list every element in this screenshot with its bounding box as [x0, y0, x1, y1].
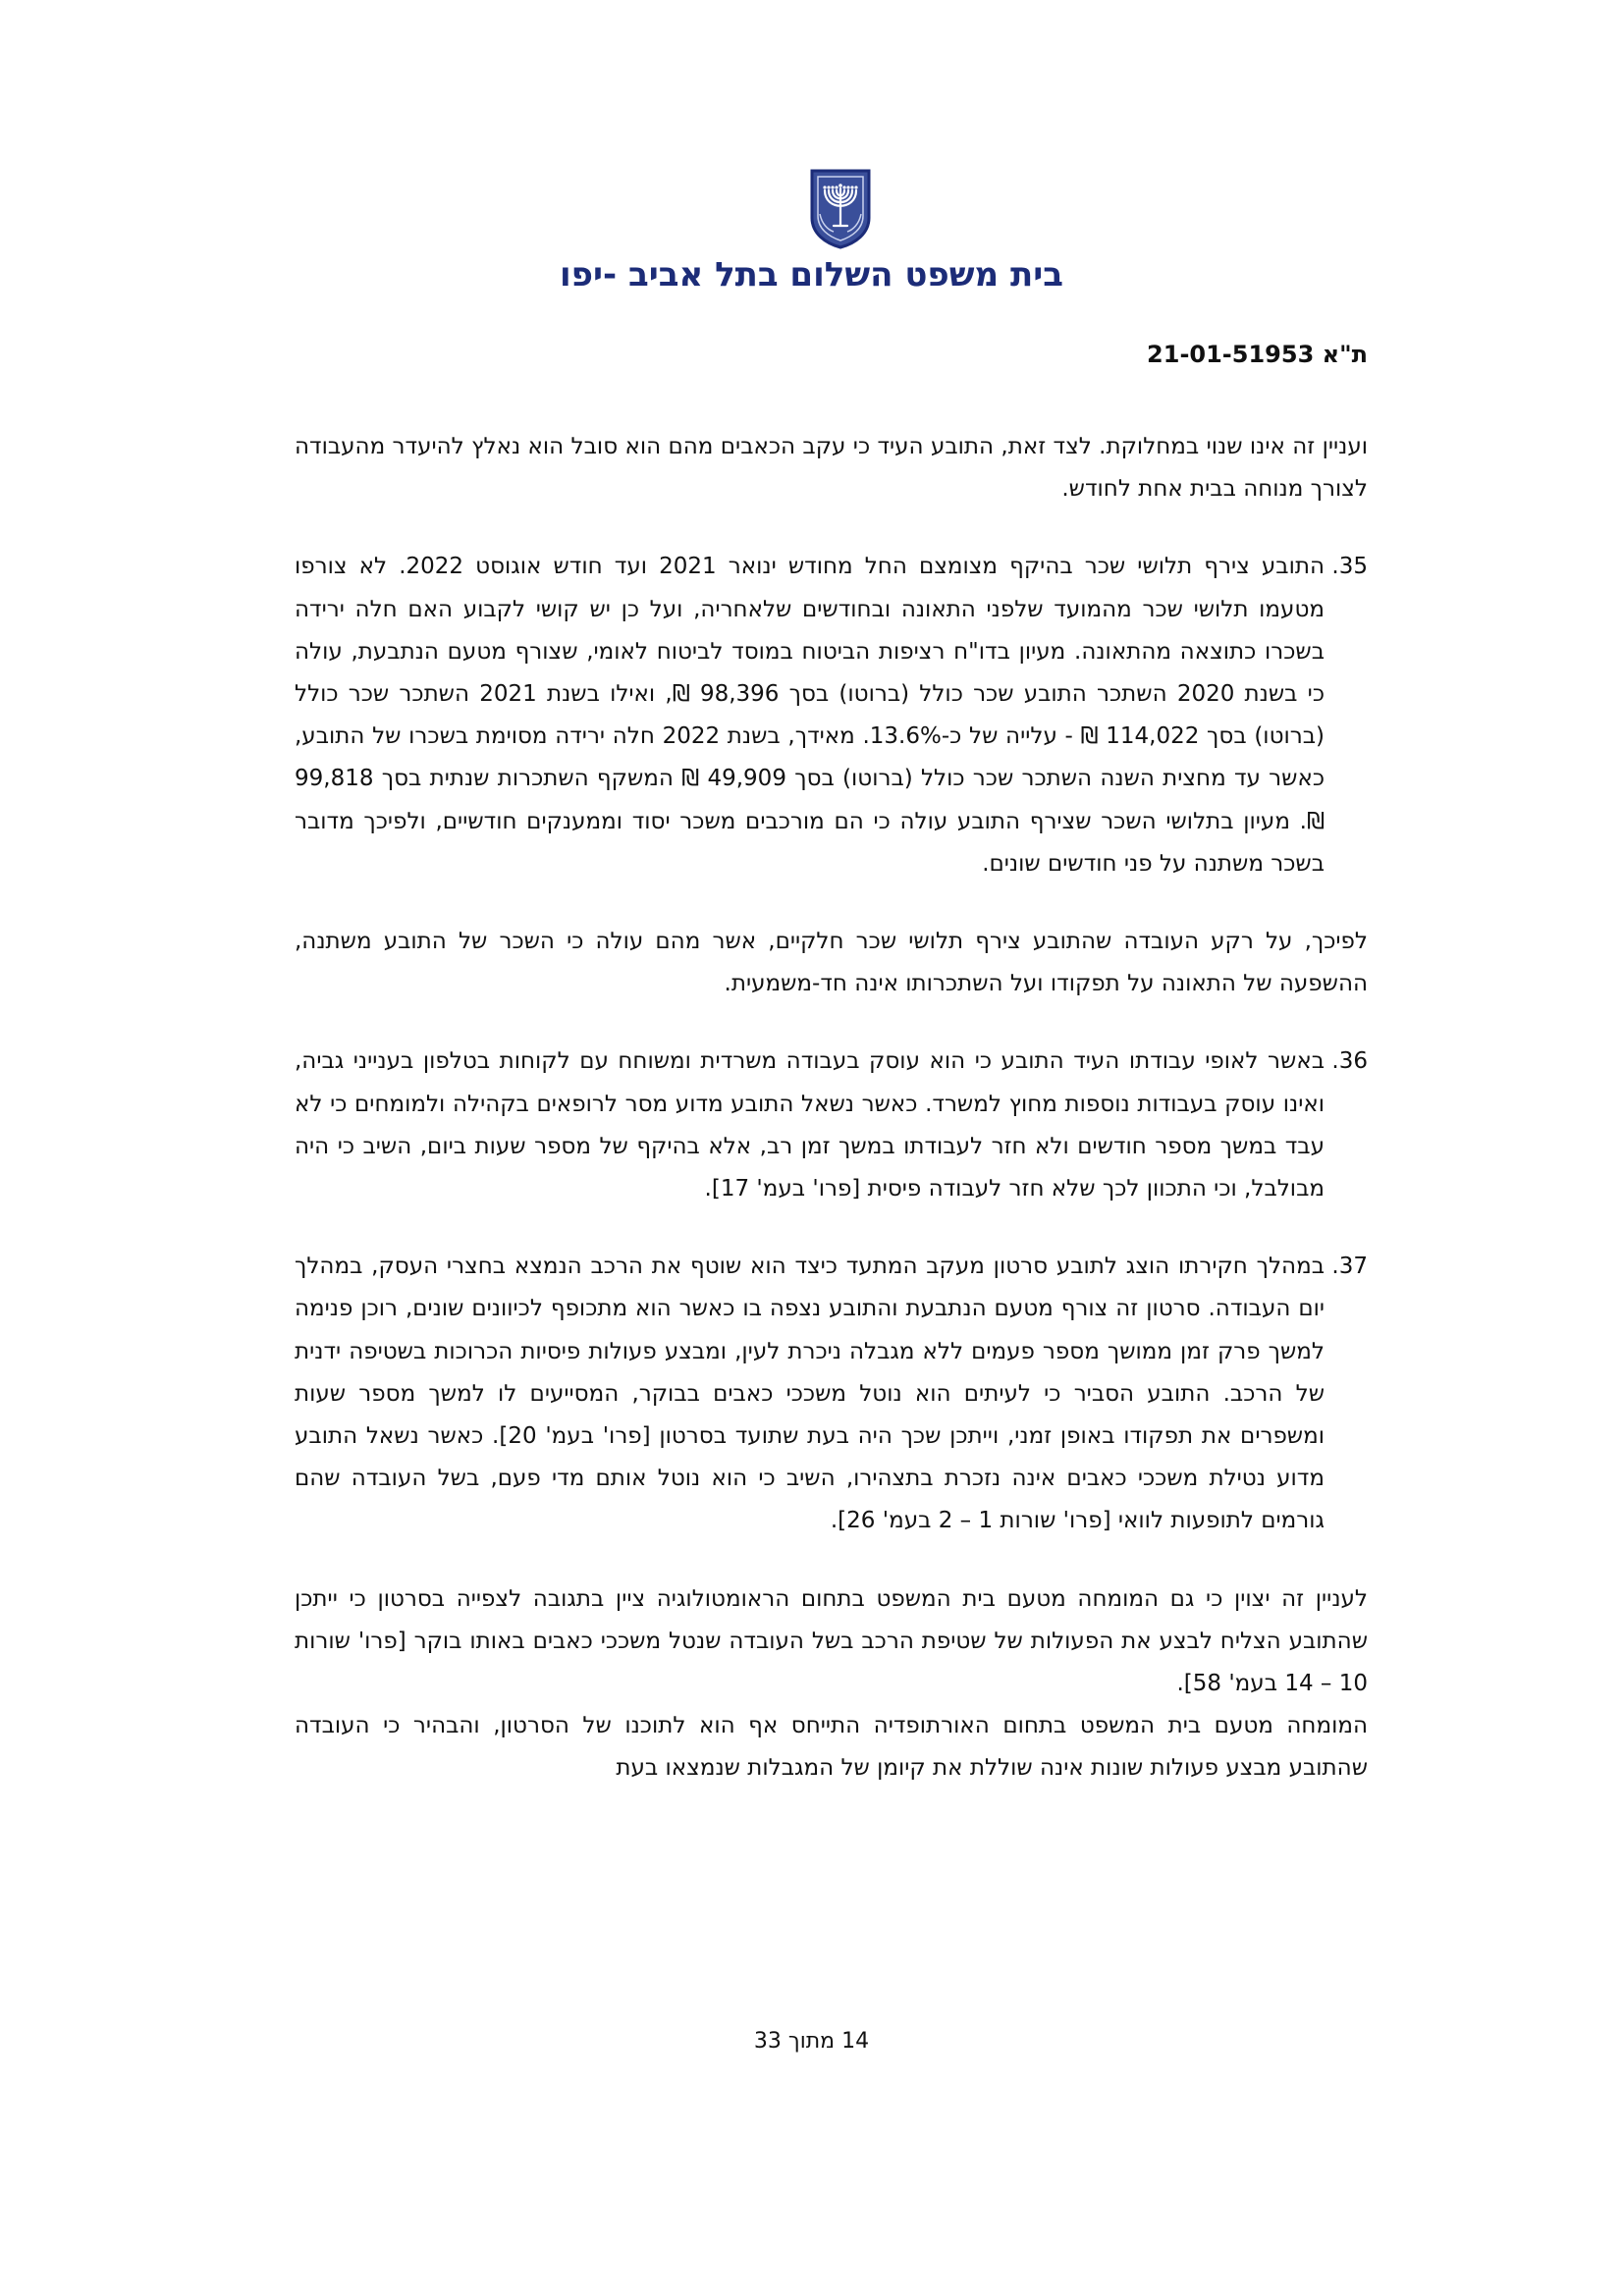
paragraph-unnumbered: המומחה מטעם בית המשפט בתחום האורתופדיה התייחס אף הוא לתוכנו של הסרטון, והבהיר כי העובדה שהתובע מבצע פעולות שונות אינה שוללת את קיומן של המגבלות שנמצאו בעת [295, 1713, 1368, 1782]
paragraph-36 [295, 1041, 1368, 1210]
court-name-heading: בית משפט השלום בתל אביב -יפו [560, 255, 1063, 294]
page-number: 14 מתוך 33 [753, 2029, 870, 2054]
paragraph-35 [295, 546, 1368, 885]
paragraph-unnumbered: לפיכך, על רקע העובדה שהתובע צירף תלושי שכר חלקיים, אשר מהם עולה כי השכר של התובע משתנה, ההשפעה של התאונה על תפקודו ועל השתכרותו אינה חד-משמעית. [295, 929, 1368, 997]
paragraph-unnumbered: לעניין זה יצוין כי גם המומחה מטעם בית המשפט בתחום הראומטולוגיה ציין בתגובה לצפייה בסרטון כי ייתכן שהתובע הצליח לבצע את הפעולות של שטיפת הרכב בשל העובדה שנטל משככי כאבים באותו בוקר [פרו' שורות 10 – 14 בעמ' 58]. [295, 1585, 1368, 1697]
case-number: ת"א 21-01-51953 [1147, 341, 1368, 368]
paragraph-number: 35. [1331, 554, 1368, 580]
paragraph-continuation: ועניין זה אינו שנוי במחלוקת. לצד זאת, התובע העיד כי עקב הכאבים מהם הוא סובל הוא נאלץ להיעדר מהעבודה לצורך מנוחה בבית אחת לחודש. [295, 434, 1368, 503]
paragraph-text: התובע צירף תלושי שכר בהיקף מצומצם החל מחודש ינואר 2021 ועד חודש אוגוסט 2022. לא צורפו מטעמו תלושי שכר מהמועד שלפני התאונה ובחודשים שלאחריה, ועל כן יש קושי לקבוע האם חלה ירידה בשכרו כתוצאה מהתאונה. מעיון בדו"ח רציפות הביטוח במוסד לביטוח לאומי, שצורף מטעם הנתבעת, עולה כי בשנת 2020 השתכר התובע שכר כולל (ברוטו) בסך 98,396 ₪, ואילו בשנת 2021 השתכר שכר כולל (ברוטו) בסך 114,022 ₪ - עלייה של כ-13.6%. מאידך, בשנת 2022 חלה ירידה מסוימת בשכרו של התובע, כאשר עד מחצית השנה השתכר שכר כולל (ברוטו) בסך 49,909 ₪ המשקף השתכרות שנתית בסך 99,818 ₪. מעיון בתלושי השכר שצירף התובע עולה כי הם מורכבים משכר יסוד וממענקים חודשיים, ולפיכך מדובר בשכר משתנה על פני חודשים שונים. [295, 554, 1325, 877]
paragraph-number: 37. [1331, 1254, 1368, 1280]
document-body [295, 426, 1368, 1790]
paragraph-number: 36. [1331, 1048, 1368, 1075]
paragraph-text: במהלך חקירתו הוצג לתובע סרטון מעקב המתעד כיצד הוא שוטף את הרכב הנמצא בחצרי העסק, במהלך יום העבודה. סרטון זה צורף מטעם הנתבעת והתובע נצפה בו כאשר הוא מתכופף לכיוונים שונים, רוכן פנימה למשך פרק זמן ממושך מספר פעמים ללא מגבלה ניכרת לעין, ומבצע פעולות פיסיות הכרוכות בשטיפה ידנית של הרכב. התובע הסביר כי לעיתים הוא נוטל משככי כאבים בבוקר, המסייעים לו למשך מספר שעות ומשפרים את תפקודו באופן זמני, וייתכן שכך היה בעת שתועד בסרטון [פרו' בעמ' 20]. כאשר נשאל התובע מדוע נטילת משככי כאבים אינה נזכרת בתצהירו, השיב כי הוא נוטל אותם מדי פעם, בשל העובדה שהם גורמים לתופעות לוואי [פרו' שורות 1 – 2 בעמ' 26]. [295, 1254, 1325, 1534]
paragraph-text: באשר לאופי עבודתו העיד התובע כי הוא עוסק בעבודה משרדית ומשוחח עם לקוחות בטלפון בענייני גביה, ואינו עוסק בעבודות נוספות מחוץ למשרד. כאשר נשאל התובע מדוע מסר לרופאים בקהילה ולמומחים כי לא עבד במשך מספר חודשים ולא חזר לעבודתו במשך זמן רב, אלא בהיקף של מספר שעות ביום, השיב כי היה מבולבל, וכי התכוון לכך שלא חזר לעבודה פיסית [פרו' בעמ' 17]. [295, 1048, 1325, 1202]
paragraph-37 [295, 1246, 1368, 1542]
state-emblem-icon [808, 167, 873, 249]
